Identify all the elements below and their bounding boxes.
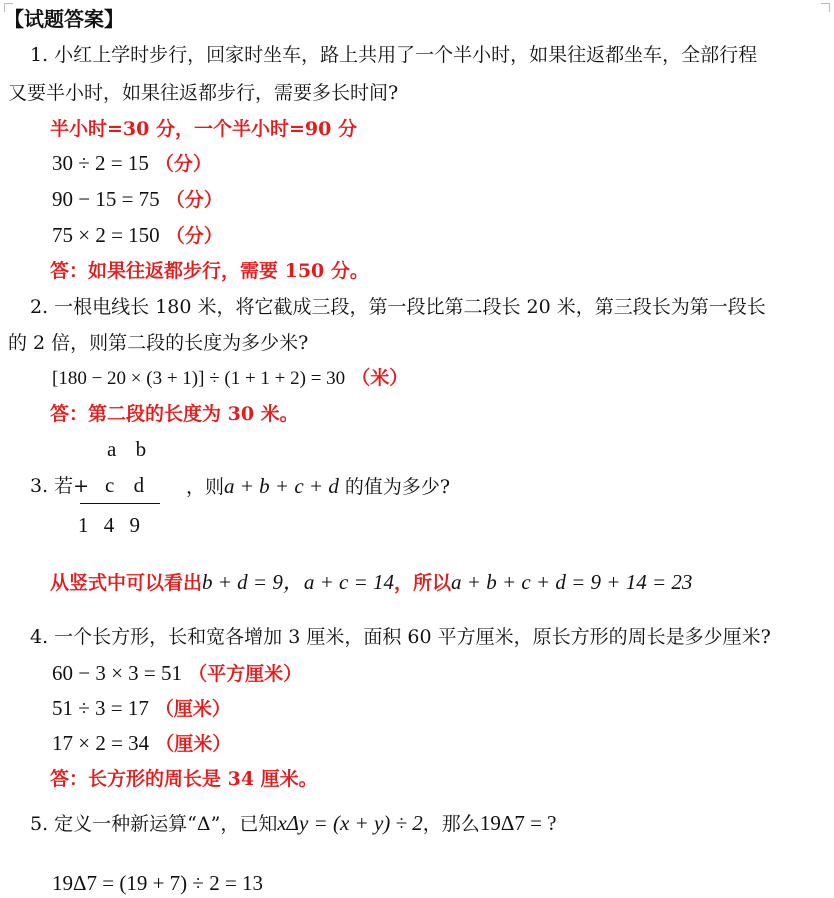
q1-step-3-unit: （分） (165, 225, 223, 247)
q1-step-1-unit: （分） (154, 153, 212, 175)
q1-step-2-expr: 90 − 15 = 75 (52, 187, 160, 211)
q1-step-1 (52, 150, 212, 177)
q5-solution-expr: 19Δ7 = (19 + 7) ÷ 2 = 13 (52, 871, 264, 895)
q4-answer: 答：长方形的周长是 34 厘米。 (50, 768, 318, 790)
q3-vertical-row2: c d (105, 473, 145, 497)
q3-suffix: ，则 (186, 476, 225, 498)
q1-step-3 (52, 222, 223, 249)
section-heading: 【试题答案】 (4, 7, 124, 31)
q5-definition: xΔy = (x + y) ÷ 2 (277, 811, 423, 835)
q3-question-expr: a + b + c + d (224, 474, 339, 498)
q5-solution (52, 870, 263, 897)
q1-note: 半小时=30 分，一个半小时=90 分 (50, 118, 357, 140)
crop-mark-right (821, 3, 830, 12)
q4-step-2-unit: （厘米） (154, 698, 231, 720)
q2-text-line2: 的 2 倍，则第二段的长度为多少米? (8, 332, 309, 354)
q4-step-2 (52, 695, 231, 722)
q1-text-line2: 又要半小时，如果往返都步行，需要多长时间? (8, 82, 399, 104)
q2-answer: 答：第二段的长度为 30 米。 (50, 403, 299, 425)
q4-step-1-expr: 60 − 3 × 3 = 51 (52, 661, 183, 685)
q3-question-tail: 的值为多少? (344, 476, 451, 498)
q2-solution (52, 365, 408, 392)
q5-prefix: 5. 定义一种新运算“Δ”，已知 (30, 813, 278, 835)
q5-mid: ，那么 (422, 813, 480, 835)
q3-sol-expr2: a + b + c + d = 9 + 14 = 23 (451, 570, 693, 594)
q1-step-2 (52, 186, 223, 213)
q1-step-1-expr: 30 ÷ 2 = 15 (52, 151, 149, 175)
q4-step-3 (52, 730, 231, 757)
q3-sum-line (80, 503, 160, 504)
q3-sol-mid: ，所以 (394, 572, 452, 594)
q4-step-2-expr: 51 ÷ 3 = 17 (52, 696, 149, 720)
q4-step-1-unit: （平方厘米） (188, 663, 303, 685)
q5-text (30, 810, 556, 837)
q3-solution (50, 569, 692, 596)
q2-text-line1: 2. 一根电线长 180 米，将它截成三段，第一段比第二段长 20 米，第三段长为第一段长 (30, 296, 766, 318)
q4-step-3-unit: （厘米） (155, 733, 232, 755)
q4-text: 4. 一个长方形，长和宽各增加 3 厘米，面积 60 平方厘米，原长方形的周长是多少厘米? (30, 626, 771, 648)
q4-step-1 (52, 660, 302, 687)
q5-ask: 19Δ7 = ? (479, 811, 557, 835)
q1-step-3-expr: 75 × 2 = 150 (52, 223, 160, 247)
q4-step-3-expr: 17 × 2 = 34 (52, 731, 150, 755)
q2-solution-unit: （米） (351, 367, 409, 389)
q1-text-line1: 1. 小红上学时步行，回家时坐车，路上共用了一个半小时，如果往返都坐车，全部行程 (30, 44, 758, 66)
q3-sol-prefix: 从竖式中可以看出 (50, 572, 203, 594)
q2-solution-expr: [180 − 20 × (3 + 1)] ÷ (1 + 1 + 2) = 30 (52, 368, 346, 389)
q1-answer: 答：如果往返都步行，需要 150 分。 (50, 260, 369, 282)
q3-vertical-row3: 1 4 9 (78, 513, 140, 537)
q3-sol-expr1: b + d = 9，a + c = 14 (202, 570, 395, 594)
q1-step-2-unit: （分） (165, 189, 223, 211)
q3-vertical-row1: a b (107, 437, 147, 461)
q3-question (186, 473, 450, 500)
q3-prefix: 3. 若+ (30, 475, 90, 497)
